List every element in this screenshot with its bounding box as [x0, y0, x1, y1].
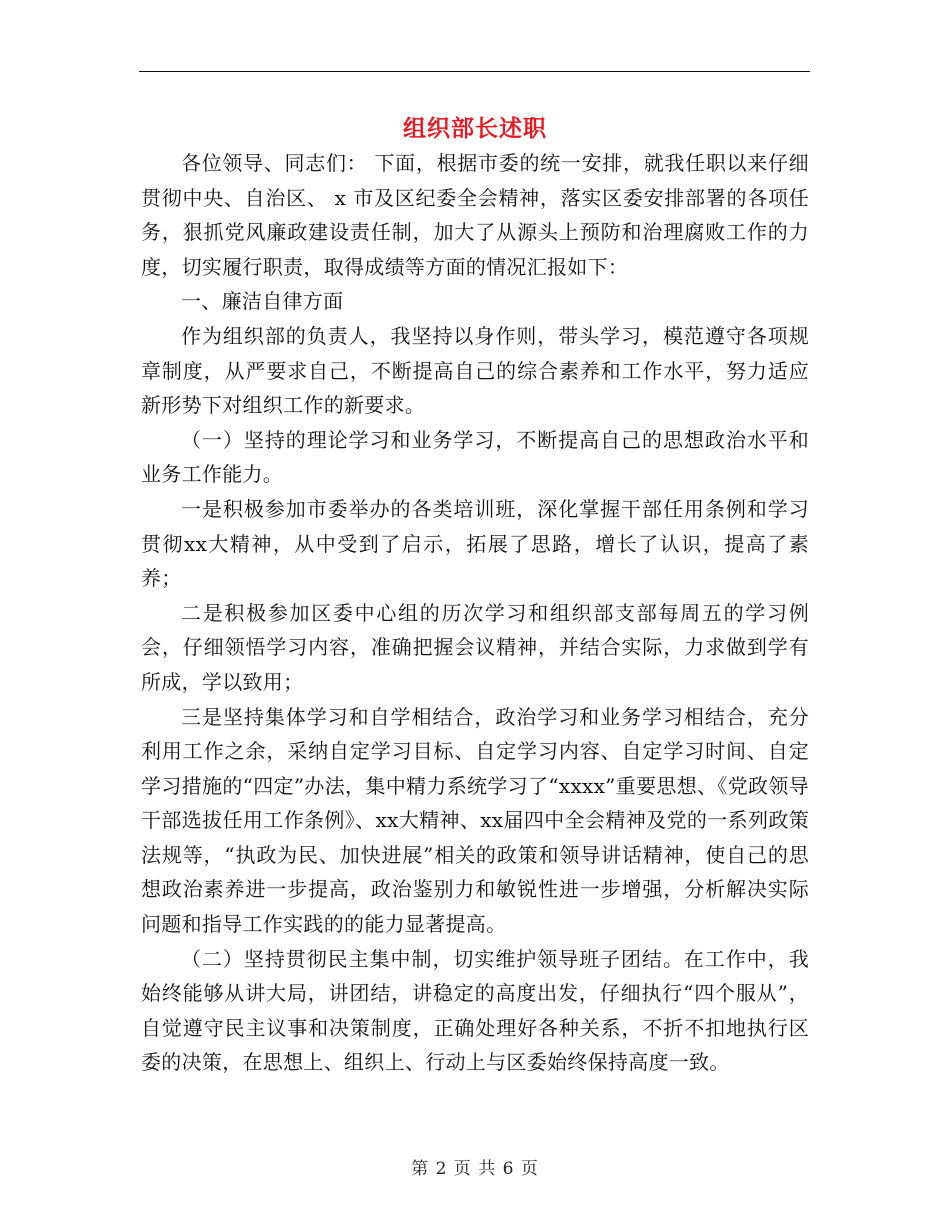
document-body	[141, 146, 809, 1080]
paragraph-opening: 各位领导、同志们： 下面，根据市委的统一安排，就我任职以来仔细贯彻中央、自治区、 x 市及区纪委全会精神，落实区委安排部署的各项任务，狠抓党风廉政建设责任制，加大了从源头上预防和治理腐败工作的力度，切实履行职责，取得成绩等方面的情况汇报如下：	[141, 151, 809, 279]
document-title: 组织部长述职	[403, 116, 547, 142]
paragraph-item-one: 一是积极参加市委举办的各类培训班，深化掌握干部任用条例和学习贯彻xx大精神，从中受到了启示，拓展了思路，增长了认识，提高了素养；	[141, 496, 809, 591]
page-number-footer: 第 2 页 共 6 页	[411, 1159, 539, 1179]
subsection-heading-democratic-centralism: （二）坚持贯彻民主集中制，切实维护领导班子团结。在工作中，我始终能够从讲大局，讲团结，讲稳定的高度出发，仔细执行“四个服从”，自觉遵守民主议事和决策制度，正确处理好各种关系，不折不扣地执行区委的决策，在思想上、组织上、行动上与区委始终保持高度一致。	[141, 946, 809, 1075]
paragraph-role: 作为组织部的负责人，我坚持以身作则，带头学习，模范遵守各项规章制度，从严要求自己，不断提高自己的综合素养和工作水平，努力适应新形势下对组织工作的新要求。	[141, 323, 809, 418]
subsection-heading-study: （一）坚持的理论学习和业务学习，不断提高自己的思想政治水平和业务工作能力。	[141, 427, 809, 487]
header-rule	[139, 71, 810, 72]
section-heading-integrity: 一、廉洁自律方面	[181, 289, 344, 314]
paragraph-item-three: 三是坚持集体学习和自学相结合，政治学习和业务学习相结合，充分利用工作之余，采纳自定学习目标、自定学习内容、自定学习时间、自定学习措施的“四定”办法，集中精力系统学习了“xxxx”重要思想、《党政领导干部选拔任用工作条例》、xx大精神、xx届四中全会精神及党的一系列政策法规等，“执政为民、加快进展”相关的政策和领导讲话精神，使自己的思想政治素养进一步提高，政治鉴别力和敏锐性进一步增强，分析解决实际问题和指导工作实践的的能力显著提高。	[141, 704, 809, 937]
paragraph-item-two: 二是积极参加区委中心组的历次学习和组织部支部每周五的学习例会，仔细领悟学习内容，准确把握会议精神，并结合实际，力求做到学有所成，学以致用；	[141, 600, 809, 694]
